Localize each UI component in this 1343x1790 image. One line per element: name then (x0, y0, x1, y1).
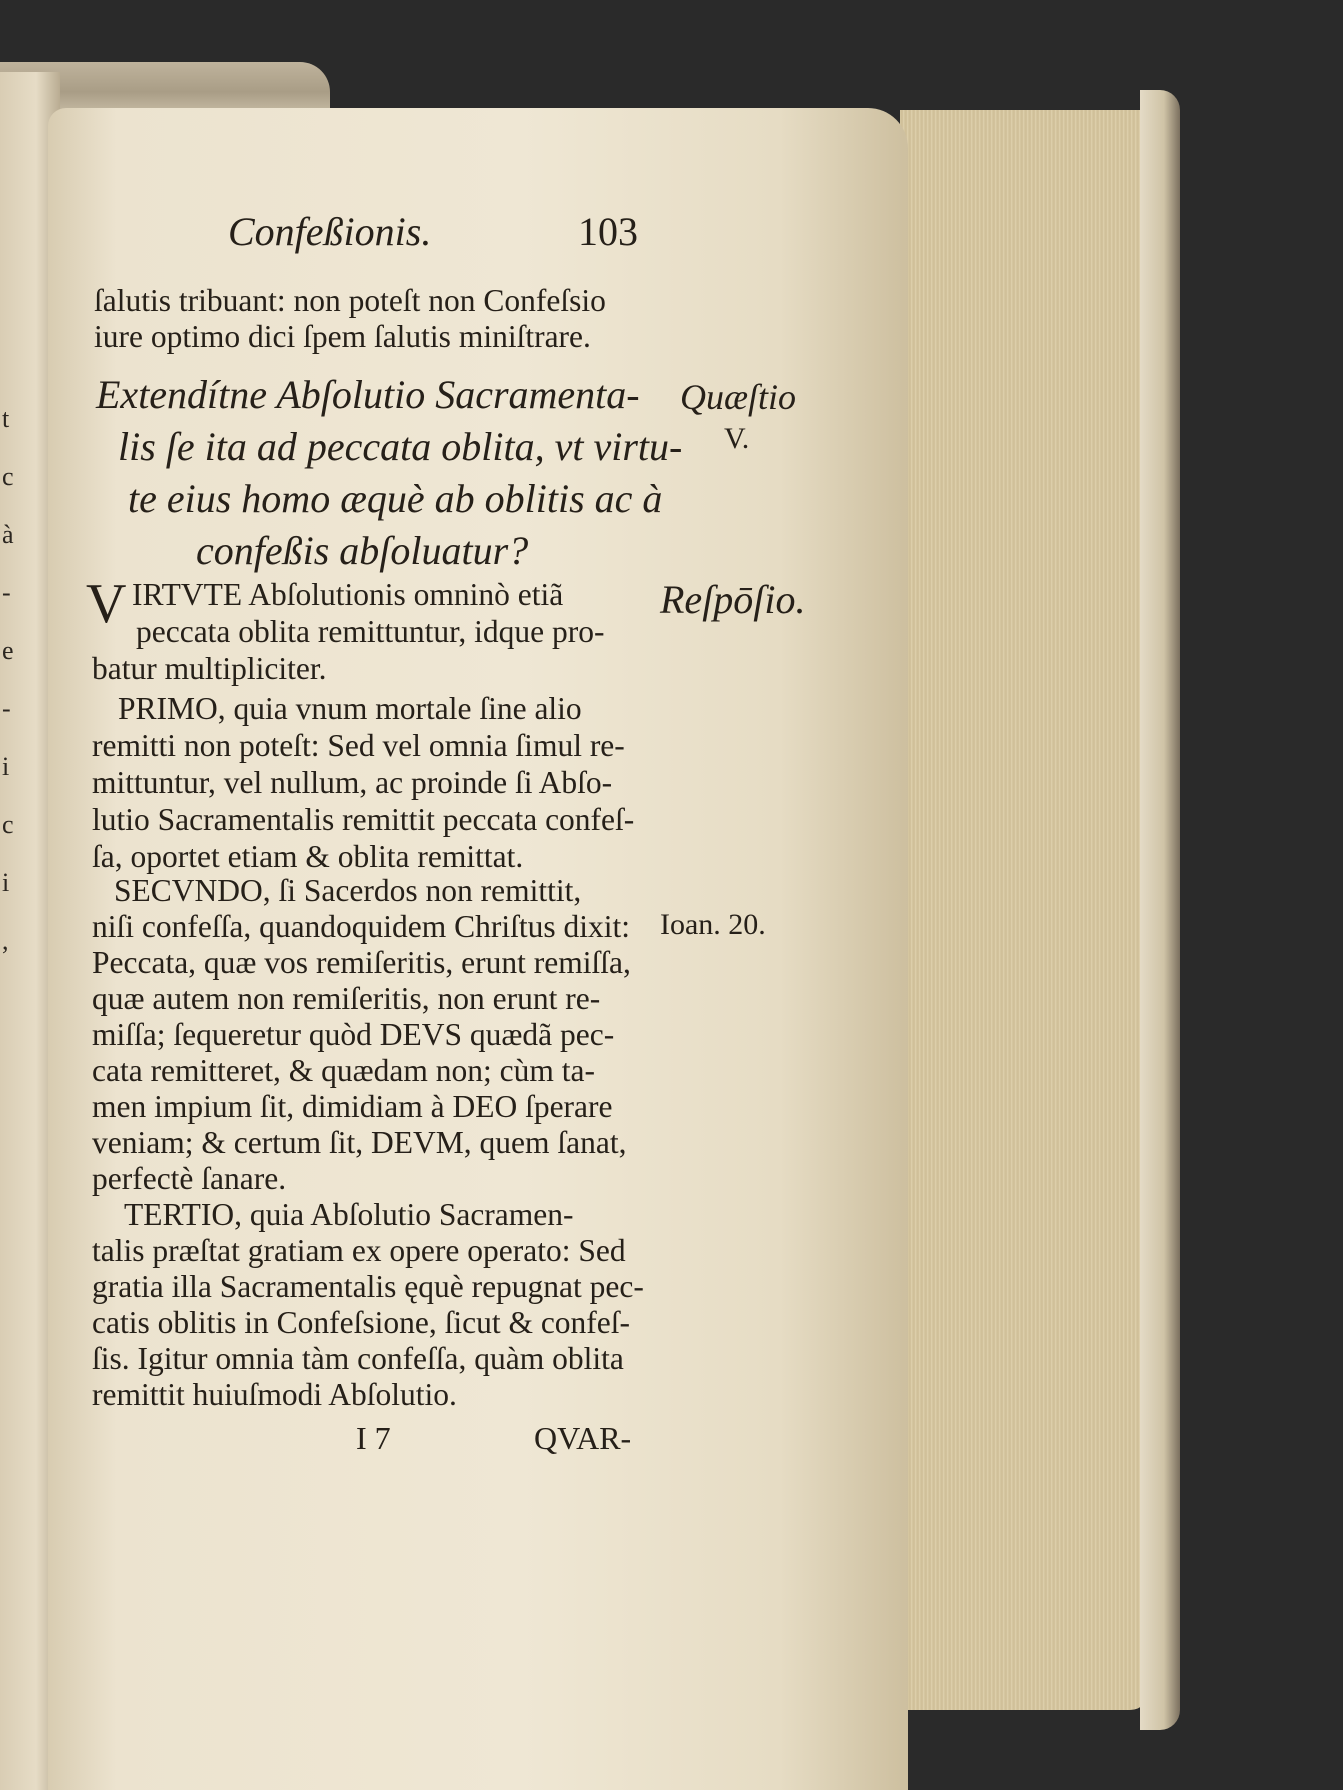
text-line: niſi confeſſa, quandoquidem Chriſtus dixit: (92, 909, 631, 944)
text-line: TERTIO, quia Abſolutio Sacramen- (124, 1197, 574, 1232)
text-line: veniam; & certum ſit, DEVM, quem ſanat, (92, 1125, 627, 1160)
left-char: à (2, 520, 14, 549)
text-line: PRIMO, quia vnum mortale ſine alio (118, 691, 582, 726)
left-char: - (2, 578, 11, 607)
vellum-cover-edge (1140, 90, 1180, 1730)
text-line: men impium ſit, dimidiam à DEO ſperare (92, 1089, 613, 1124)
left-char: i (2, 868, 10, 897)
text-line: lutio Sacramentalis remittit peccata confeſ- (92, 802, 635, 837)
question-line: lis ſe ita ad peccata oblita, vt virtu- (118, 424, 683, 469)
margin-response-label: Reſpōſio. (660, 577, 806, 622)
left-char: , (2, 926, 9, 955)
left-char: c (2, 462, 14, 491)
text-line: ſis. Igitur omnia tàm confeſſa, quàm oblita (92, 1341, 624, 1376)
page-block-edges (900, 110, 1150, 1710)
text-line: gratia illa Sacramentalis ęquè repugnat pec- (92, 1269, 644, 1304)
text-line: ſalutis tribuant: non poteſt non Confeſsio (94, 283, 606, 318)
question-line: te eius homo æquè ab oblitis ac à (128, 476, 663, 521)
text-line: catis oblitis in Confeſsione, ſicut & confeſ- (92, 1305, 631, 1340)
text-line: mittuntur, vel nullum, ac proinde ſi Abſo- (92, 765, 613, 800)
margin-question-number: V. (724, 422, 750, 455)
catchword: QVAR- (534, 1420, 632, 1456)
left-char: - (2, 694, 11, 723)
question-line: Extendítne Abſolutio Sacramenta- (96, 372, 640, 417)
text-line: remittit huiuſmodi Abſolutio. (92, 1377, 457, 1412)
left-char: c (2, 810, 14, 839)
page-number: 103 (578, 209, 638, 254)
drop-cap: V (86, 573, 127, 635)
text-line: batur multipliciter. (92, 651, 327, 686)
running-header: Confeßionis. (228, 209, 432, 254)
margin-reference: Ioan. 20. (660, 908, 766, 941)
text-line: iure optimo dici ſpem ſalutis miniſtrare. (94, 319, 591, 354)
text-line: peccata oblita remittuntur, idque pro- (136, 614, 605, 649)
text-line: quæ autem non remiſeritis, non erunt re- (92, 981, 601, 1016)
text-line: perfectè ſanare. (92, 1161, 287, 1196)
left-page-text-fragments (2, 390, 20, 970)
text-line: SECVNDO, ſi Sacerdos non remittit, (114, 873, 582, 908)
left-char: e (2, 636, 14, 665)
margin-question-label: Quæſtio (680, 377, 797, 417)
text-line: remitti non poteſt: Sed vel omnia ſimul re- (92, 728, 625, 763)
left-char: t (2, 404, 10, 433)
text-line: ſa, oportet etiam & oblita remittat. (92, 839, 524, 874)
text-line: Peccata, quæ vos remiſeritis, erunt remiſſa, (92, 945, 631, 980)
question-line: confeßis abſoluatur? (196, 528, 529, 573)
text-line: cata remitteret, & quædam non; cùm ta- (92, 1053, 595, 1088)
text-line: talis præſtat gratiam ex opere operato: Sed (92, 1233, 626, 1268)
left-char: i (2, 752, 10, 781)
signature-mark: I 7 (356, 1420, 391, 1456)
text-line: miſſa; ſequeretur quòd DEVS quædã pec- (92, 1017, 615, 1052)
text-line: IRTVTE Abſolutionis omninò etiã (132, 577, 564, 612)
